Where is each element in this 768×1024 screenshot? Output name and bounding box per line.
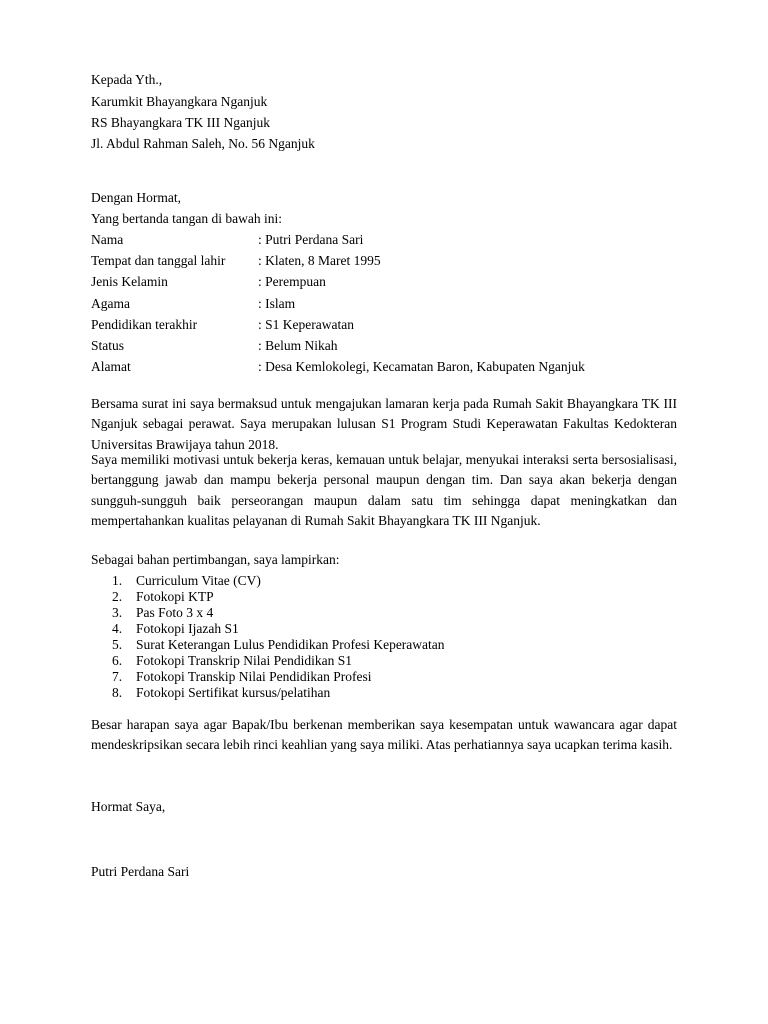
list-item-number: 6.: [112, 653, 123, 668]
list-item-number: 1.: [112, 573, 123, 588]
field-label-religion: Agama: [91, 296, 130, 311]
attachments-intro: Sebagai bahan pertimbangan, saya lampirkan:: [91, 552, 340, 567]
field-label-gender: Jenis Kelamin: [91, 274, 168, 289]
list-item-number: 4.: [112, 621, 123, 636]
list-item: Surat Keterangan Lulus Pendidikan Profesi Keperawatan: [136, 637, 445, 652]
field-value-address: : Desa Kemlokolegi, Kecamatan Baron, Kabupaten Nganjuk: [258, 359, 585, 374]
list-item-number: 5.: [112, 637, 123, 652]
recipient-hospital: RS Bhayangkara TK III Nganjuk: [91, 115, 270, 130]
field-value-name: : Putri Perdana Sari: [258, 232, 364, 247]
list-item: Fotokopi Ijazah S1: [136, 621, 239, 636]
field-label-name: Nama: [91, 232, 124, 247]
field-value-gender: : Perempuan: [258, 274, 326, 289]
signoff: Hormat Saya,: [91, 799, 166, 814]
recipient-title: Karumkit Bhayangkara Nganjuk: [91, 94, 268, 109]
closing-paragraph: Besar harapan saya agar Bapak/Ibu berkenan memberikan saya kesempatan untuk wawancara agar dapat mendeskripsikan secara lebih rinci keahlian yang saya miliki. Atas perhatiannya saya ucapkan terima kasih.: [91, 717, 677, 753]
field-value-education: : S1 Keperawatan: [258, 317, 354, 332]
field-value-birth: : Klaten, 8 Maret 1995: [258, 253, 381, 268]
list-item-number: 2.: [112, 589, 123, 604]
intro-line: Yang bertanda tangan di bawah ini:: [91, 211, 282, 226]
recipient-address: Jl. Abdul Rahman Saleh, No. 56 Nganjuk: [91, 136, 315, 151]
signature-name: Putri Perdana Sari: [91, 864, 190, 879]
list-item: Curriculum Vitae (CV): [136, 573, 261, 588]
field-label-education: Pendidikan terakhir: [91, 317, 198, 332]
field-value-religion: : Islam: [258, 296, 296, 311]
field-label-birth: Tempat dan tanggal lahir: [91, 253, 226, 268]
field-label-status: Status: [91, 338, 125, 353]
list-item: Fotokopi KTP: [136, 589, 214, 604]
list-item-number: 3.: [112, 605, 123, 620]
body-paragraph-1: Bersama surat ini saya bermaksud untuk mengajukan lamaran kerja pada Rumah Sakit Bhayangkara TK III Nganjuk sebagai perawat. Saya merupakan lulusan S1 Program Studi Keperawatan Fakultas Kedokteran Universitas Brawijaya tahun 2018.: [91, 396, 677, 452]
body-paragraph-2: Saya memiliki motivasi untuk bekerja keras, kemauan untuk belajar, menyukai interaksi serta bersosialisasi, bertanggung jawab dan mampu bekerja personal maupun dengan tim. Dan saya akan bekerja dengan sungguh-sungguh baik perseorangan maupun dalam satu tim sehingga dapat meningkatkan dan mempertahankan kualitas pelayanan di Rumah Sakit Bhayangkara TK III Nganjuk.: [91, 452, 677, 528]
list-item-number: 7.: [112, 669, 123, 684]
list-item-number: 8.: [112, 685, 123, 700]
list-item: Fotokopi Transkrip Nilai Pendidikan S1: [136, 653, 353, 668]
field-value-status: : Belum Nikah: [258, 338, 338, 353]
list-item: Fotokopi Sertifikat kursus/pelatihan: [136, 685, 331, 700]
salutation: Dengan Hormat,: [91, 190, 181, 205]
field-label-address: Alamat: [91, 359, 131, 374]
recipient-greeting: Kepada Yth.,: [91, 72, 163, 87]
list-item: Fotokopi Transkip Nilai Pendidikan Profesi: [136, 669, 372, 684]
list-item: Pas Foto 3 x 4: [136, 605, 214, 620]
